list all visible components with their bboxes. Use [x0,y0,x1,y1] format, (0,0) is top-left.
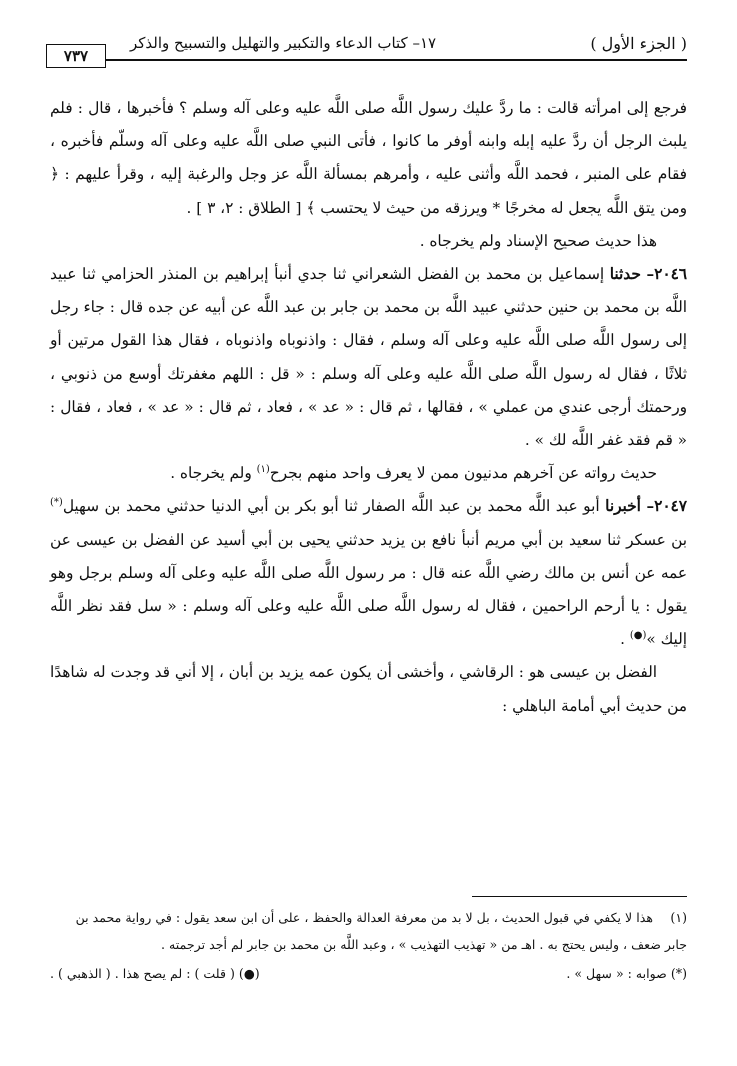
hadith-text: أبو عبد اللَّه محمد بن عبد اللَّه الصفار ثنا أبو بكر بن أبي الدنيا حدثني محمد بن سهيل [62,497,600,516]
grading-note: هذا حديث صحيح الإسناد ولم يخرجاه . [419,231,657,250]
running-header [50,28,687,58]
grading-note [50,457,687,490]
footnote-mark: (١) [670,910,687,925]
narration-keyword: أخبرنا [605,497,641,516]
hadith-text: بن عسكر ثنا سعيد بن أبي مريم أنبأ نافع بن يزيد حدثني يحيى بن أبي أسيد عن الفضل بن عيسى عن عمه عن أنس بن مالك رضي اللَّه عنه قال : مر رسول اللَّه صلى اللَّه عليه وعلى آله وسلم برجل وهو يقول : يا أرحم الراحمين ، فقال له رسول اللَّه صلى اللَّه عليه وعلى آله وسلم : « سل فقد نظر اللَّه إليك » [50,530,687,649]
hadith-number: ٢٠٤٦– [646,265,688,284]
hadith-2046 [50,258,687,457]
footnote-1 [50,904,687,958]
main-text [50,92,687,723]
footnote-ref: (١) [256,464,270,476]
footnotes [50,904,687,987]
paragraph-continuation: فرجع إلى امرأته قالت : ما ردَّ عليك رسول اللَّه صلى اللَّه عليه وعلى آله وسلم ؟ فأخبرها ، قال : فلم يلبث الرجل أن ردَّ عليه إبله وابنه أوفر ما كانوا ، فأتى النبي صلى اللَّه عليه وعلى آله وسلّم فأخبره ، فقام على المنبر ، فحمد اللَّه وأثنى عليه ، وأمرهم بمسألة اللَّه عز وجل والرغبة إليه ، وقرأ عليهم : ﴿ ومن يتق اللَّه يجعل له مخرجًا * ويرزقه من حيث لا يحتسب ﴾ [ الطلاق : ٢، ٣ ] . [50,99,687,217]
footnote-ref: (●) [629,630,647,642]
hadith-2047 [50,490,687,656]
footnote-separator [472,896,687,897]
footnote-star: (*) صوابه : « سهل » . [566,966,687,981]
chapter-title: ١٧– كتاب الدعاء والتكبير والتهليل والتسبيح والذكر [130,34,437,52]
footnote-dot: (●) ( قلت ) : لم يصح هذا . ( الذهبي ) . [50,966,260,981]
hadith-text: . [620,630,630,649]
footnote-row [50,960,687,987]
grading-text: حديث رواته عن آخرهم مدنيون ممن لا يعرف واحد منهم بجرح [269,464,657,483]
footnote-ref: (*) [50,497,63,509]
commentary: الفضل بن عيسى هو : الرقاشي ، وأخشى أن يكون عمه يزيد بن أبان ، إلا أني قد وجدت له شاهدًا من حديث أبي أمامة الباهلي : [50,663,687,715]
header-rule [48,59,687,61]
grading-text: ولم يخرجاه . [170,464,257,483]
volume-label: ( الجزء الأول ) [590,33,687,53]
footnote-text: هذا لا يكفي في قبول الحديث ، بل لا بد من معرفة العدالة والحفظ ، على أن ابن سعد يقول : في رواية محمد بن جابر ضعف ، وليس يحتج به . اهـ من « تهذيب التهذيب » ، وعبد اللَّه بن محمد بن جابر لم أجد ترجمته . [75,910,687,952]
page-number: ٧٣٧ [46,44,106,68]
hadith-text: إسماعيل بن محمد بن الفضل الشعراني ثنا جدي أنبأ إبراهيم بن المنذر الحزامي ثنا عبيد اللَّه بن محمد بن حنين حدثني عبيد اللَّه بن محمد بن جابر بن عبد اللَّه عن أبيه عن جده قال : جاء رجل إلى رسول اللَّه صلى اللَّه عليه وعلى آله وسلم ، فقال : واذنوباه واذنوباه ، فقال هذا القول مرتين أو ثلاثًا ، فقال له رسول اللَّه صلى اللَّه عليه وعلى آله وسلم : « قل : اللهم مغفرتك أوسع من ذنوبي ، ورحمتك أرجى عندي من عملي » ، فقالها ، ثم قال : « عد » ، فعاد ، ثم قال : « عد » ، فعاد ، فقال : « قم فقد غفر اللَّه لك » . [50,265,687,450]
hadith-number: ٢٠٤٧– [646,497,687,516]
narration-keyword: حدثنا [609,265,641,284]
